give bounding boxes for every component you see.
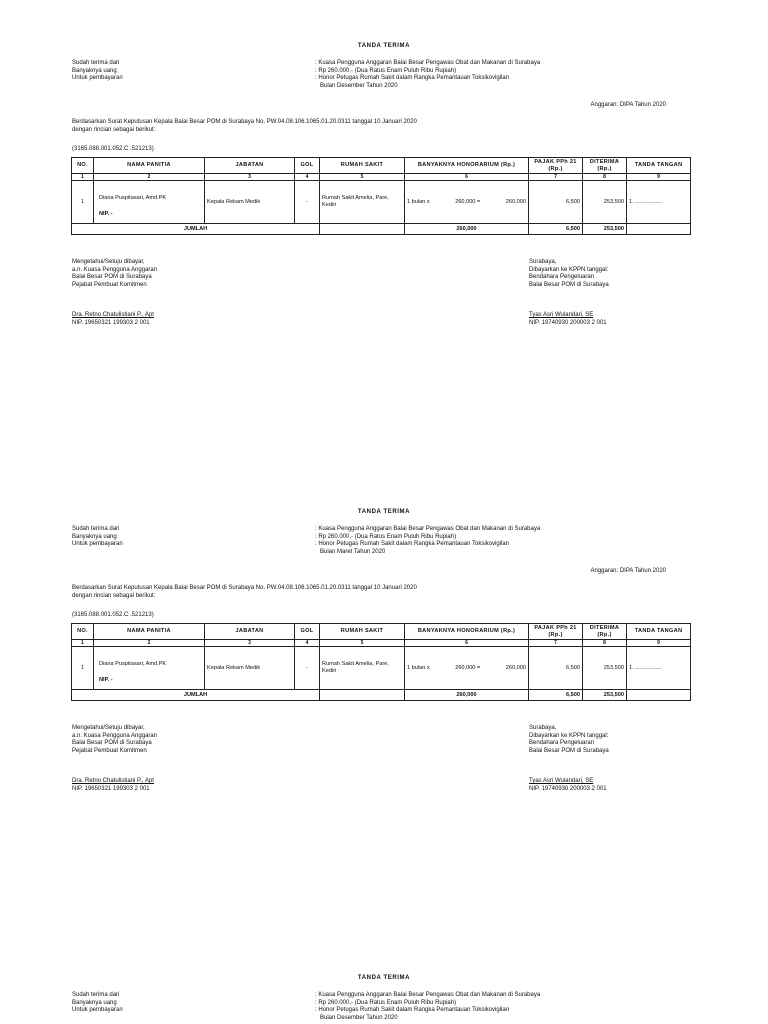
value-period: Bulan Maret Tahun 2020 (320, 548, 386, 555)
row-honorarium (405, 647, 529, 690)
col-number: 6 (405, 174, 529, 181)
account-code: (3165.088.001.052.C .521213) (72, 146, 154, 152)
col-header: TANDA TANGAN (627, 624, 691, 640)
row-name-cell (94, 647, 205, 690)
approver-line: Mengetahui/Setuju dibayar, (72, 725, 145, 731)
decree-text: Berdasarkan Surat Keputusan Kepala Balai Besar POM di Surabaya No. PW.04.08.106.1065.01.20.0311 tanggal 10 Januari 2020 (72, 119, 417, 125)
total-empty (320, 224, 405, 235)
honorarium-calc (407, 665, 526, 672)
row-honorarium (405, 181, 529, 224)
row-grade: - (295, 181, 320, 224)
signature-block-treasurer (529, 725, 609, 794)
label-amount: Banyaknya uang (72, 999, 117, 1006)
treasurer-line: Dibayarkan ke KPPN tanggal: (529, 732, 609, 739)
label-amount: Banyaknya uang (72, 67, 117, 74)
label-received-from: Sudah terima dari (72, 60, 120, 66)
row-signature: 1. ................. (627, 181, 691, 224)
honorarium-table (71, 623, 691, 701)
treasurer-line: Dibayarkan ke KPPN tanggal: (529, 266, 609, 273)
col-header: JABATAN (205, 158, 295, 174)
row-grade: - (295, 647, 320, 690)
col-number: 1 (72, 174, 94, 181)
row-rate: 260,000 = (455, 664, 481, 671)
table-header-row (72, 624, 691, 640)
col-number: 2 (94, 640, 205, 647)
col-number: 6 (405, 640, 529, 647)
total-received: 253,500 (583, 224, 627, 235)
col-number: 8 (583, 640, 627, 647)
label-received-from: Sudah terima dari (72, 526, 120, 532)
treasurer-line: Surabaya, (529, 259, 557, 265)
decree-detail: dengan rincian sebagai berikut: (72, 592, 156, 599)
treasurer-line: Balai Besar POM di Surabaya (529, 281, 609, 288)
row-no: 1 (72, 181, 94, 224)
col-number: 9 (627, 640, 691, 647)
info-values (315, 992, 540, 1022)
treasurer-name: Tyas Asri Wulandari, SE (529, 312, 594, 319)
col-header: NAMA PANITIA (94, 158, 205, 174)
total-empty (320, 690, 405, 701)
label-amount: Banyaknya uang (72, 533, 117, 540)
info-labels (72, 60, 123, 83)
total-row (72, 690, 691, 701)
col-header: PAJAK PPh 21 (Rp.) (529, 158, 583, 174)
col-header: RUMAH SAKIT (320, 624, 405, 640)
receipt-1 (0, 0, 768, 460)
receipt-title: TANDA TERIMA (357, 509, 411, 515)
row-position: Kepala Rekam Medik (205, 181, 295, 224)
treasurer-line: Bendahara Pengeluaran (529, 740, 595, 747)
treasurer-line: Balai Besar POM di Surabaya (529, 747, 609, 754)
col-header: DITERIMA (Rp.) (583, 624, 627, 640)
approver-line: a.n. Kuasa Pengguna Anggaran (72, 732, 158, 739)
receipt-title: TANDA TERIMA (357, 43, 411, 49)
col-header: RUMAH SAKIT (320, 158, 405, 174)
label-payment-for: Untuk pembayaran (72, 541, 123, 548)
approver-name: Dra. Retno Chatulistiani P., Apt (72, 778, 154, 785)
value-amount: : Rp 260.000,- (Dua Ratus Enam Puluh Ribu Rupiah) (315, 999, 457, 1006)
col-header: GOL (295, 624, 320, 640)
value-received-from: : Kuasa Pengguna Anggaran Balai Besar Pengawas Obat dan Makanan di Surabaya (315, 992, 541, 998)
col-number: 7 (529, 174, 583, 181)
row-amount: 260,000 (505, 198, 526, 205)
row-nip: NIP. - (99, 211, 113, 218)
treasurer-name: Tyas Asri Wulandari, SE (529, 778, 594, 785)
label-received-from: Sudah terima dari (72, 992, 120, 998)
budget-line: Anggaran: DIPA Tahun 2020 (590, 568, 666, 574)
info-values (315, 60, 540, 90)
treasurer-nip: NIP. 19740930 200003 2 001 (529, 785, 607, 792)
approver-line: Pejabat Pembuat Komitmen (72, 747, 147, 754)
signature-block-approver (72, 259, 157, 328)
col-number: 4 (295, 174, 320, 181)
column-number-row (72, 640, 691, 647)
row-received: 253,500 (583, 647, 627, 690)
value-payment-for: : Honor Petugas Rumah Sakit dalam Rangka Pemantauan Toksikovigilan (315, 75, 509, 82)
receipt-title: TANDA TERIMA (357, 975, 411, 981)
col-number: 7 (529, 640, 583, 647)
approver-nip: NIP. 19650321 199303 2 001 (72, 319, 150, 326)
decree-text: Berdasarkan Surat Keputusan Kepala Balai Besar POM di Surabaya No. PW.04.08.106.1065.01.20.0311 tanggal 10 Januari 2020 (72, 585, 417, 591)
receipt-3 (0, 932, 768, 1024)
col-header: NAMA PANITIA (94, 624, 205, 640)
table-header-row (72, 158, 691, 174)
row-signature: 1. ................. (627, 647, 691, 690)
row-rate: 260,000 = (455, 198, 481, 205)
total-sign-empty (627, 690, 691, 701)
value-received-from: : Kuasa Pengguna Anggaran Balai Besar Pengawas Obat dan Makanan di Surabaya (315, 526, 541, 532)
total-sign-empty (627, 224, 691, 235)
total-amount: 260,000 (405, 224, 529, 235)
row-position: Kepala Rekam Medik (205, 647, 295, 690)
col-header: NO. (72, 624, 94, 640)
decree-detail: dengan rincian sebagai berikut: (72, 126, 156, 133)
treasurer-line: Surabaya, (529, 725, 557, 731)
total-tax: 6,500 (529, 690, 583, 701)
row-qty: 1 bulan x (407, 664, 430, 671)
row-amount: 260,000 (505, 664, 526, 671)
value-amount: : Rp 260.000,- (Dua Ratus Enam Puluh Ribu Rupiah) (315, 533, 457, 540)
total-amount: 260,000 (405, 690, 529, 701)
value-received-from: : Kuasa Pengguna Anggaran Balai Besar Pengawas Obat dan Makanan di Surabaya (315, 60, 541, 66)
col-number: 3 (205, 640, 295, 647)
col-number: 3 (205, 174, 295, 181)
column-number-row (72, 174, 691, 181)
info-labels (72, 526, 123, 549)
table-row (72, 181, 691, 224)
col-header: PAJAK PPh 21 (Rp.) (529, 624, 583, 640)
value-payment-for: : Honor Petugas Rumah Sakit dalam Rangka Pemantauan Toksikovigilan (315, 541, 509, 548)
total-label: JUMLAH (72, 224, 320, 235)
treasurer-line: Bendahara Pengeluaran (529, 274, 595, 281)
row-hospital: Rumah Sakit Amelia, Pare, Kediri (320, 647, 405, 690)
col-header: NO. (72, 158, 94, 174)
col-number: 9 (627, 174, 691, 181)
signature-block-treasurer (529, 259, 609, 328)
col-header: BANYAKNYA HONORARIUM (Rp.) (405, 158, 529, 174)
col-number: 1 (72, 640, 94, 647)
info-labels (72, 992, 123, 1015)
col-number: 8 (583, 174, 627, 181)
total-row (72, 224, 691, 235)
honorarium-table (71, 157, 691, 235)
value-period: Bulan Desember Tahun 2020 (320, 82, 398, 89)
row-tax: 6,500 (529, 647, 583, 690)
approver-nip: NIP. 19650321 199303 2 001 (72, 785, 150, 792)
value-payment-for: : Honor Petugas Rumah Sakit dalam Rangka Pemantauan Toksikovigilan (315, 1007, 509, 1014)
approver-name: Dra. Retno Chatulistiani P., Apt (72, 312, 154, 319)
col-number: 5 (320, 640, 405, 647)
treasurer-nip: NIP. 19740930 200003 2 001 (529, 319, 607, 326)
total-tax: 6,500 (529, 224, 583, 235)
label-payment-for: Untuk pembayaran (72, 75, 123, 82)
row-hospital: Rumah Sakit Amelia, Pare, Kediri (320, 181, 405, 224)
approver-line: Balai Besar POM di Surabaya (72, 274, 152, 281)
row-name-cell (94, 181, 205, 224)
approver-line: a.n. Kuasa Pengguna Anggaran (72, 266, 158, 273)
decree-basis (72, 119, 417, 134)
honorarium-calc (407, 199, 526, 206)
col-header: BANYAKNYA HONORARIUM (Rp.) (405, 624, 529, 640)
receipt-2 (0, 466, 768, 926)
row-qty: 1 bulan x (407, 198, 430, 205)
col-header: TANDA TANGAN (627, 158, 691, 174)
row-nip: NIP. - (99, 677, 113, 684)
approver-line: Mengetahui/Setuju dibayar, (72, 259, 145, 265)
row-name: Diana Puspitasari, Amd.PK (99, 195, 167, 202)
total-label: JUMLAH (72, 690, 320, 701)
budget-line: Anggaran: DIPA Tahun 2020 (590, 102, 666, 108)
row-name: Diana Puspitasari, Amd.PK (99, 661, 167, 668)
row-received: 253,500 (583, 181, 627, 224)
decree-basis (72, 585, 417, 600)
value-period: Bulan Desember Tahun 2020 (320, 1014, 398, 1021)
col-header: GOL (295, 158, 320, 174)
signature-block-approver (72, 725, 157, 794)
row-tax: 6,500 (529, 181, 583, 224)
total-received: 253,500 (583, 690, 627, 701)
approver-line: Balai Besar POM di Surabaya (72, 740, 152, 747)
table-row (72, 647, 691, 690)
col-number: 5 (320, 174, 405, 181)
info-values (315, 526, 540, 556)
col-number: 2 (94, 174, 205, 181)
row-no: 1 (72, 647, 94, 690)
value-amount: : Rp 260.000,- (Dua Ratus Enam Puluh Ribu Rupiah) (315, 67, 457, 74)
label-payment-for: Untuk pembayaran (72, 1007, 123, 1014)
col-header: JABATAN (205, 624, 295, 640)
account-code: (3165.088.001.052.C .521213) (72, 612, 154, 618)
col-header: DITERIMA (Rp.) (583, 158, 627, 174)
col-number: 4 (295, 640, 320, 647)
approver-line: Pejabat Pembuat Komitmen (72, 281, 147, 288)
